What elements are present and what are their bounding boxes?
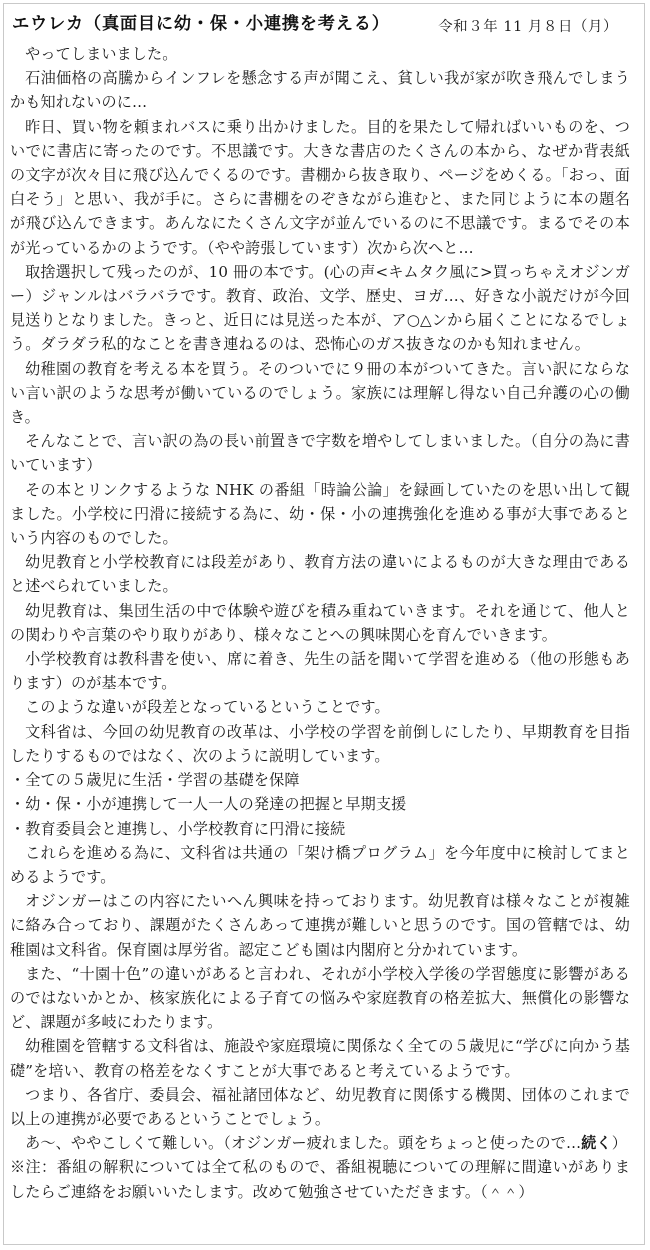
paragraph: 文科省は、今回の幼児教育の改革は、小学校の学習を前倒しにしたり、早期教育を目指したりするものではなく、次のように説明しています。 xyxy=(10,722,630,765)
continued-label: 続く xyxy=(581,1134,612,1153)
paragraph: 幼稚園の教育を考える本を買う。そのついでに９冊の本がついてきた。言い訳にならない言い訳のような思考が働いているのでしょう。家族には理解し得ない自己弁護の心の働き。 xyxy=(10,359,630,427)
bullet-item: ・幼・保・小が連携して一人一人の発達の把握と早期支援 xyxy=(10,795,407,814)
paragraph: 昨日、買い物を頼まれバスに乗り出かけました。目的を果たして帰ればいいものを、ついでに書店に寄ったのです。不思議です。大きな書店のたくさんの本から、なぜか背表紙の文字が次々目に飛び込んでくるのです。書棚から抜き取り、ページをめくる。「おっ、面白そう」と思い、我が手に。さらに書棚をのぞきながら進むと、また同じように本の題名が飛び込んできます。あんなにたくさん文字が並んでいるのに不思議です。まるでその本が光っているかのようです。（やや誇張しています）次から次へと… xyxy=(10,117,630,257)
paragraph: このような違いが段差となっているということです。 xyxy=(25,698,390,717)
closing-end: ） xyxy=(611,1134,627,1153)
paragraph: 幼児教育と小学校教育には段差があり、教育方法の違いによるものが大きな理由であると述べられていました。 xyxy=(10,553,630,596)
paragraph: やってしまいました。 xyxy=(25,45,178,63)
paragraph: その本とリンクするような NHK の番組「時論公論」を録画していたのを思い出して観ました。小学校に円滑に接続する為に、幼・保・小の連携強化を進める事が大事であるという内容のものでした。 xyxy=(10,480,630,548)
closing-text: あ～、ややこしくて難しい。（オジンガー疲れました。頭をちょっと使ったので… xyxy=(25,1134,582,1153)
newsletter-page xyxy=(10,10,630,1204)
paragraph: 幼稚園を管轄する文科省は、施設や家庭環境に関係なく全ての５歳児に“学びに向かう基礎”を培い、教育の格差をなくすことが大事であると考えているようです。 xyxy=(10,1037,630,1080)
paragraph: 取捨選択して残ったのが、10 冊の本です。(心の声<キムタク風に>買っちゃえオジンガー）ジャンルはバラバラです。教育、政治、文学、歴史、ヨガ…、好きな小説だけが今回見送りとなりました。きっと、近日には見送った本が、ア○△ンから届くことになるでしょう。ダラダラ私的なことを書き連ねるのは、恐怖心のガス抜きなのかも知れません。 xyxy=(10,262,630,354)
paragraph: そんなことで、言い訳の為の長い前置きで字数を増やしてしまいました。（自分の為に書いています） xyxy=(10,432,630,475)
paragraph: オジンガーはこの内容にたいへん興味を持っております。幼児教育は様々なことが複雑に絡み合っており、課題がたくさんあって連携が難しいと思うのです。国の管轄では、幼稚園は文科省。保育園は厚労省。認定こども園は内閣府と分かれています。 xyxy=(10,892,630,959)
bullet-item: ・教育委員会と連携し、小学校教育に円滑に接続 xyxy=(10,819,346,838)
bullet-item: ・全ての５歳児に生活・学習の基礎を保障 xyxy=(10,771,300,790)
paragraph: また、“十園十色”の違いがあると言われ、それが小学校入学後の学習態度に影響があるのではないかとか、核家族化による子育ての悩みや家庭教育の格差拡大、無償化の影響など、課題が多岐にわたります。 xyxy=(10,964,630,1032)
paragraph: 小学校教育は教科書を使い、席に着き、先生の話を聞いて学習を進める（他の形態もあります）のが基本です。 xyxy=(10,650,630,693)
paragraph: 幼児教育は、集団生活の中で体験や遊びを積み重ねていきます。それを通じて、他人との関わりや言葉のやり取りがあり、様々なことへの興味関心を育んでいきます。 xyxy=(10,601,630,644)
paragraph: 石油価格の高騰からインフレを懸念する声が聞こえ、貧しい我が家が吹き飛んでしまうかも知れないのに… xyxy=(10,69,630,112)
paragraph: これらを進める為に、文科省は共通の「架け橋プログラム」を今年度中に検討してまとめるようです。 xyxy=(10,843,630,886)
issue-date: 令和３年 11 月８日（月） xyxy=(438,19,618,35)
footnote: ※注：番組の解釈については全て私のもので、番組視聴についての理解に間違いがありましたらご連絡をお願いいたします。改めて勉強させていただきます。（＾＾） xyxy=(10,1158,630,1201)
closing-line xyxy=(10,1131,630,1155)
header xyxy=(10,10,630,40)
paragraph: つまり、各省庁、委員会、福祉諸団体など、幼児教育に関係する機関、団体のこれまで以上の連携が必要であるということでしょう。 xyxy=(10,1085,630,1128)
page-title: エウレカ（真面目に幼・保・小連携を考える） xyxy=(12,14,390,34)
